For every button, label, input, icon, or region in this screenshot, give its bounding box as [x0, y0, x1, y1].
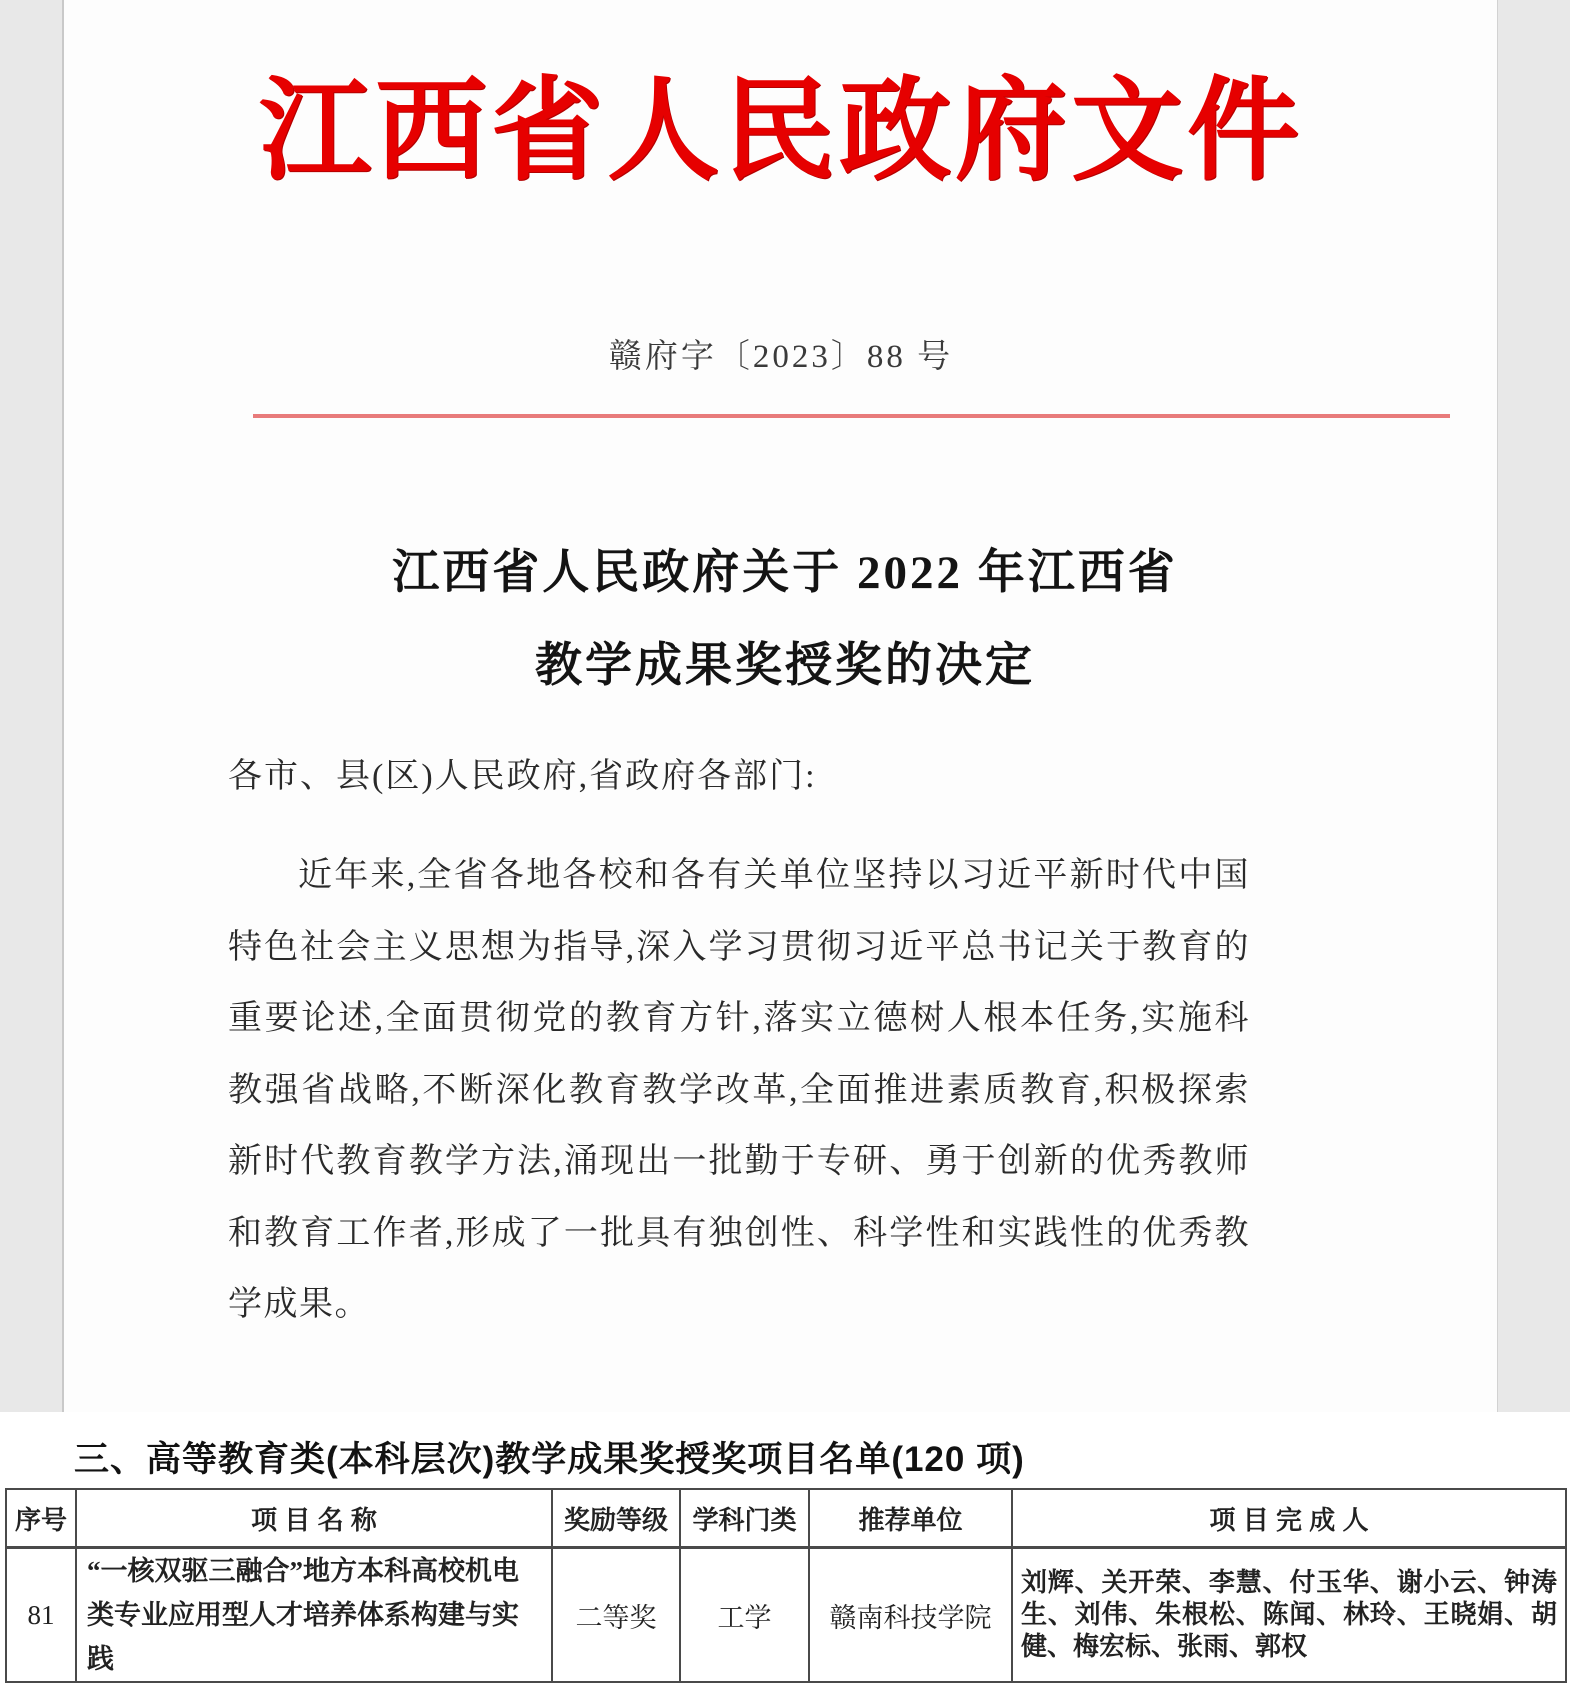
scan-left-margin: [0, 0, 64, 1412]
document-title-line2: 教学成果奖授奖的决定: [535, 640, 1035, 692]
scan-right-margin: [1497, 0, 1570, 1412]
column-header-project: 项 目 名 称: [76, 1489, 552, 1548]
awards-table-header-row: [6, 1489, 1566, 1548]
cell-recommending-unit: 赣南科技学院: [809, 1548, 1012, 1683]
cell-project-members: 刘辉、关开荣、李慧、付玉华、谢小云、钟涛生、刘伟、朱根松、陈闻、林玲、王晓娟、胡健、梅宏标、张雨、郭权: [1012, 1548, 1566, 1683]
cell-discipline: 工学: [680, 1548, 809, 1683]
awards-section-heading: 三、高等教育类(本科层次)教学成果奖授奖项目名单(120 项): [74, 1440, 1025, 1479]
awards-section: [0, 1412, 1570, 1674]
salutation: 各市、县(区)人民政府,省政府各部门:: [228, 758, 817, 795]
red-divider-rule: [253, 414, 1450, 418]
table-row: [6, 1548, 1566, 1683]
column-header-no: 序号: [6, 1489, 76, 1548]
body-paragraph: 近年来,全省各地各校和各有关单位坚持以习近平新时代中国特色社会主义思想为指导,深入学习贯彻习近平总书记关于教育的重要论述,全面贯彻党的教育方针,落实立德树人根本任务,实施科教强省战略,不断深化教育教学改革,全面推进素质教育,积极探索新时代教育教学方法,涌现出一批勤于专研、勇于创新的优秀教师和教育工作者,形成了一批具有独创性、科学性和实践性的优秀教学成果。: [228, 857, 1250, 1323]
document-number: 赣府字〔2023〕88 号: [608, 339, 954, 375]
cell-award-grade: 二等奖: [552, 1548, 680, 1683]
column-header-discipline: 学科门类: [680, 1489, 809, 1548]
awards-table: [5, 1488, 1567, 1683]
document-title-line1: 江西省人民政府关于 2022 年江西省: [392, 547, 1178, 599]
column-header-unit: 推荐单位: [809, 1489, 1012, 1548]
column-header-grade: 奖励等级: [552, 1489, 680, 1548]
column-header-members: 项 目 完 成 人: [1012, 1489, 1566, 1548]
cell-project-name: “一核双驱三融合”地方本科高校机电类专业应用型人才培养体系构建与实践: [76, 1548, 552, 1683]
cell-row-number: 81: [6, 1548, 76, 1683]
masthead-title: 江西省人民政府文件: [259, 70, 1303, 194]
